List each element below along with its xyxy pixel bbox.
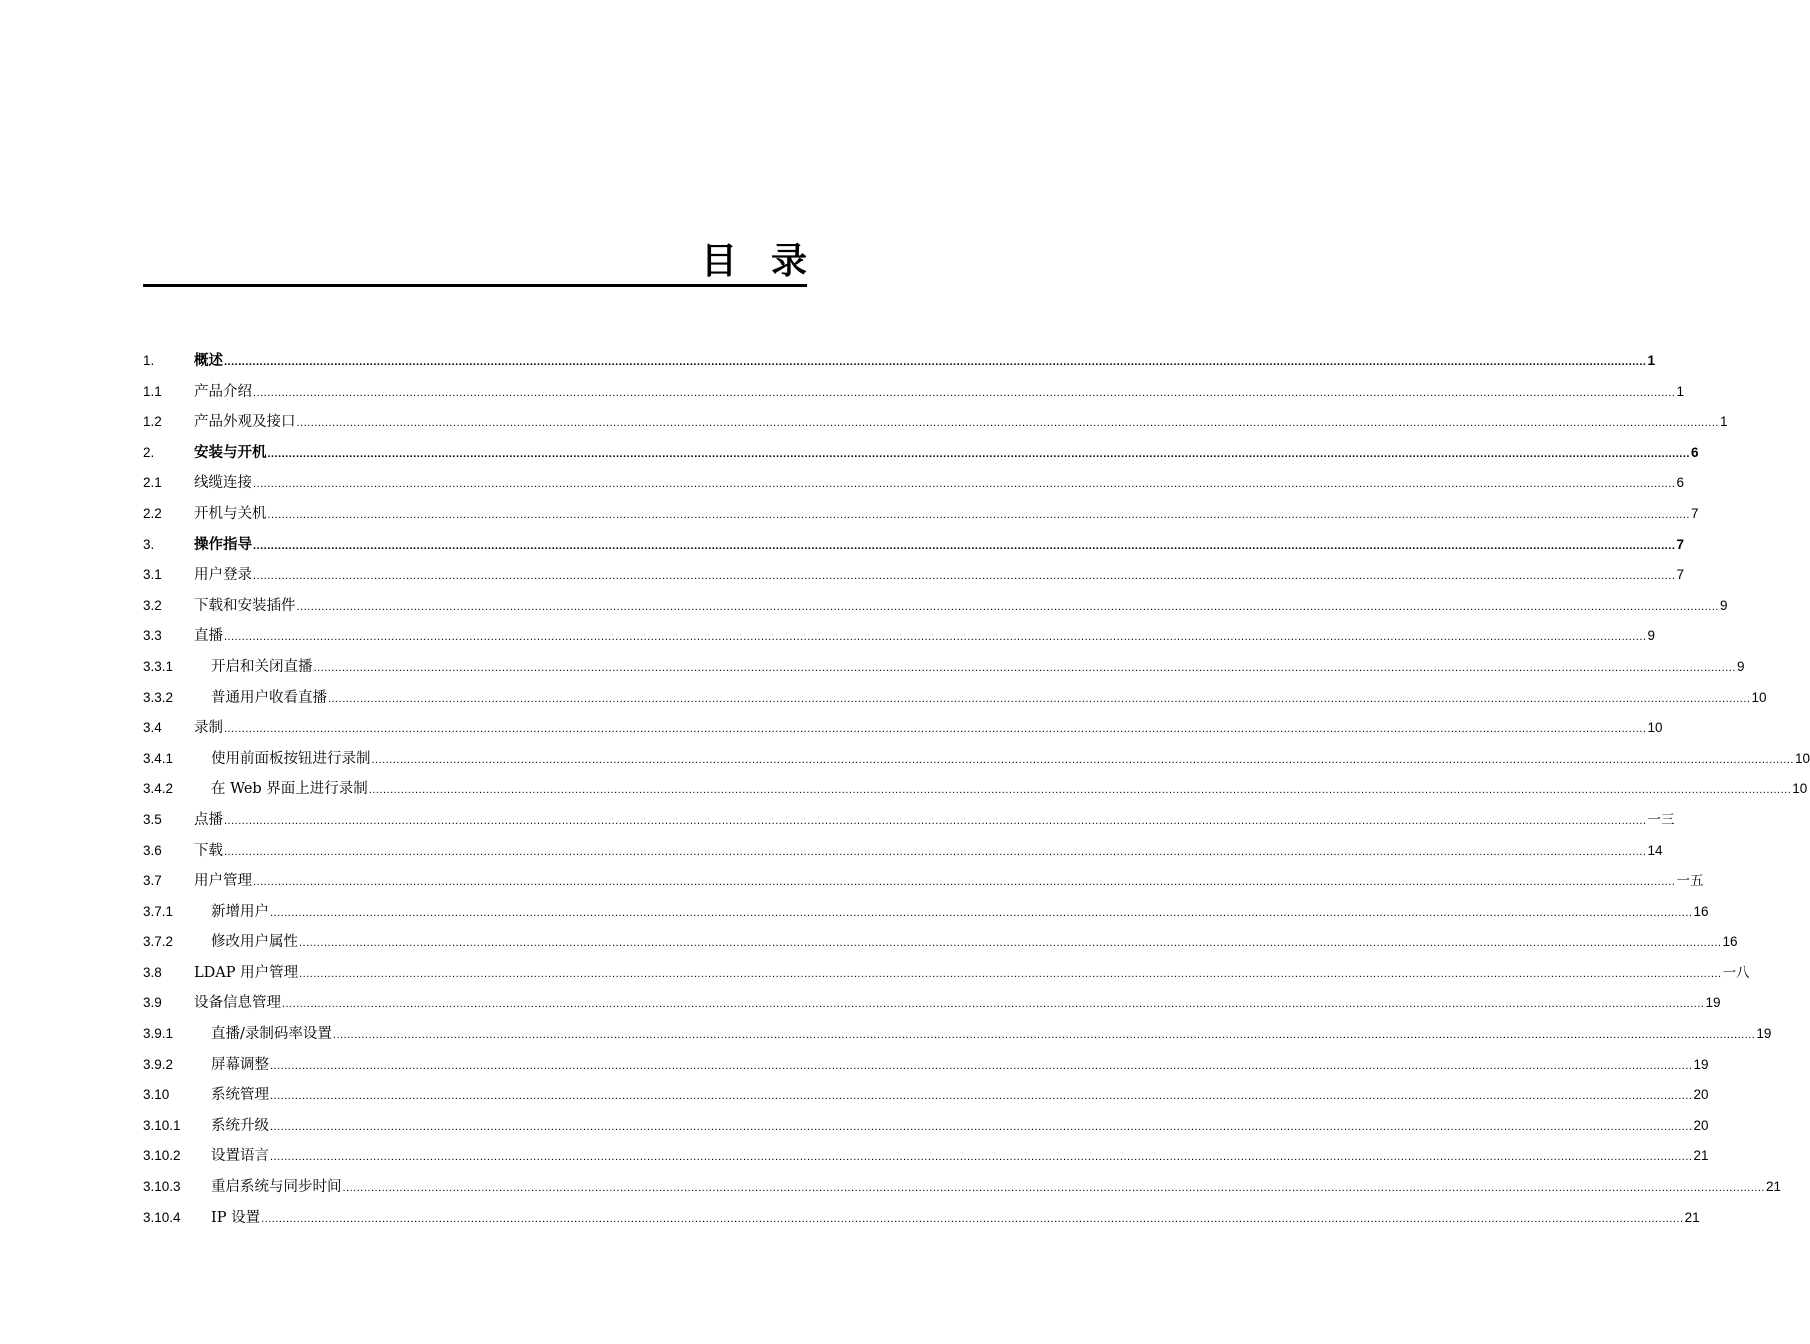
toc-entry[interactable] [143, 591, 1728, 622]
toc-entry[interactable] [143, 377, 1684, 408]
toc-entry-number: 3.6 [143, 842, 162, 858]
toc-entry-page: 1 [1719, 414, 1728, 430]
toc-entry[interactable] [143, 346, 1655, 377]
toc-entry-page: 7 [1676, 567, 1684, 583]
toc-entry-page: 20 [1693, 1117, 1709, 1133]
toc-entry-number: 3.3 [143, 628, 162, 644]
toc-entry[interactable] [143, 1203, 1700, 1234]
toc-entry[interactable] [143, 866, 1704, 897]
toc-entry-page: 19 [1756, 1026, 1772, 1042]
toc-entry-page: 9 [1719, 597, 1728, 613]
toc-entry-page: 1 [1676, 383, 1684, 399]
toc-entry-title: 直播/录制码率设置 [211, 1026, 332, 1043]
toc-entry-title: 用户登录 [194, 567, 252, 584]
table-of-contents [143, 346, 1810, 1233]
toc-entry-number: 3.3.1 [143, 658, 174, 674]
toc-entry-number: 1.1 [143, 383, 162, 399]
toc-leader-dots: ................................................................................................................................................................................................................................................................................................................................................................................................................ [224, 845, 1647, 858]
toc-leader-dots: ................................................................................................................................................................................................................................................................................................................................................................................................................ [224, 723, 1647, 736]
toc-entry-title: 系统管理 [211, 1087, 269, 1104]
toc-entry[interactable] [143, 1050, 1709, 1081]
toc-leader-dots: ................................................................................................................................................................................................................................................................................................................................................................................................................ [328, 692, 1751, 705]
toc-entry-number: 3.7.1 [143, 903, 174, 919]
toc-leader-dots: ................................................................................................................................................................................................................................................................................................................................................................................................................ [282, 998, 1705, 1011]
toc-leader-dots: ................................................................................................................................................................................................................................................................................................................................................................................................................ [267, 447, 1690, 460]
toc-entry[interactable] [143, 897, 1709, 928]
toc-entry-number: 3.10.1 [143, 1117, 181, 1133]
toc-entry[interactable] [143, 530, 1684, 561]
title-char-2: 录 [770, 241, 807, 282]
toc-entry-title: 普通用户收看直播 [211, 689, 327, 706]
toc-entry-number: 3.9.2 [143, 1056, 174, 1072]
toc-leader-dots: ................................................................................................................................................................................................................................................................................................................................................................................................................ [332, 1029, 1756, 1042]
toc-entry-number: 3.4 [143, 720, 162, 736]
toc-leader-dots: ................................................................................................................................................................................................................................................................................................................................................................................................................ [270, 1151, 1693, 1164]
toc-entry-title: 重启系统与同步时间 [211, 1179, 342, 1196]
toc-entry-page: 19 [1693, 1056, 1709, 1072]
toc-entry-page: 9 [1647, 628, 1655, 644]
toc-entry-page: 10 [1792, 781, 1808, 797]
toc-entry[interactable] [143, 1172, 1781, 1203]
toc-leader-dots: ................................................................................................................................................................................................................................................................................................................................................................................................................ [253, 478, 1676, 491]
toc-entry-page: 14 [1647, 842, 1663, 858]
toc-leader-dots: ................................................................................................................................................................................................................................................................................................................................................................................................................ [296, 600, 1719, 613]
toc-entry-number: 3.5 [143, 811, 162, 827]
toc-entry-number: 3.1 [143, 567, 162, 583]
toc-entry-title: 设置语言 [211, 1148, 269, 1165]
toc-entry-title: 下载和安装插件 [194, 597, 296, 614]
toc-entry[interactable] [143, 744, 1810, 775]
toc-entry-title: 用户管理 [194, 873, 252, 890]
toc-entry[interactable] [143, 805, 1675, 836]
toc-entry-number: 3.10 [143, 1087, 170, 1103]
toc-entry-page: 19 [1705, 995, 1721, 1011]
toc-leader-dots: ................................................................................................................................................................................................................................................................................................................................................................................................................ [253, 539, 1676, 552]
toc-entry-page: 一三 [1647, 811, 1675, 827]
toc-entry-title: 点播 [194, 811, 223, 828]
toc-entry-page: 6 [1676, 475, 1684, 491]
toc-entry-title: 新增用户 [211, 903, 269, 920]
toc-entry[interactable] [143, 560, 1684, 591]
toc-entry-number: 3.4.1 [143, 750, 174, 766]
toc-entry-number: 1. [143, 353, 155, 368]
toc-entry-page: 16 [1722, 934, 1738, 950]
toc-entry-number: 2.2 [143, 505, 162, 521]
toc-entry-number: 3.7.2 [143, 934, 174, 950]
toc-entry-page: 6 [1690, 444, 1699, 460]
title-char-1: 目 [700, 241, 737, 282]
toc-leader-dots: ................................................................................................................................................................................................................................................................................................................................................................................................................ [224, 814, 1647, 827]
toc-leader-dots: ................................................................................................................................................................................................................................................................................................................................................................................................................ [296, 417, 1719, 430]
toc-entry-title: IP 设置 [211, 1209, 261, 1226]
title-underline [143, 284, 807, 287]
toc-entry-page: 9 [1736, 658, 1745, 674]
toc-entry-page: 20 [1693, 1087, 1709, 1103]
toc-entry-page: 21 [1693, 1148, 1709, 1164]
toc-entry-number: 2. [143, 444, 155, 460]
toc-leader-dots: ................................................................................................................................................................................................................................................................................................................................................................................................................ [368, 784, 1792, 797]
toc-entry-number: 3.9 [143, 995, 162, 1011]
toc-entry-number: 3.8 [143, 964, 162, 980]
toc-entry-page: 10 [1794, 750, 1810, 766]
toc-entry[interactable] [143, 1141, 1709, 1172]
toc-entry-page: 10 [1751, 689, 1767, 705]
toc-entry-number: 3.9.1 [143, 1026, 174, 1042]
toc-entry-page: 16 [1693, 903, 1709, 919]
toc-entry[interactable] [143, 621, 1655, 652]
toc-entry[interactable] [143, 958, 1750, 989]
toc-entry-title: LDAP 用户管理 [194, 964, 299, 981]
toc-entry-page: 1 [1647, 353, 1655, 368]
toc-leader-dots: ................................................................................................................................................................................................................................................................................................................................................................................................................ [270, 1120, 1693, 1133]
toc-leader-dots: ................................................................................................................................................................................................................................................................................................................................................................................................................ [267, 508, 1690, 521]
toc-entry-title: 屏幕调整 [211, 1056, 269, 1073]
toc-leader-dots: ................................................................................................................................................................................................................................................................................................................................................................................................................ [342, 1182, 1765, 1195]
toc-entry-number: 3.10.3 [143, 1179, 181, 1195]
toc-entry[interactable] [143, 652, 1745, 683]
toc-entry-title: 线缆连接 [194, 475, 252, 492]
toc-leader-dots: ................................................................................................................................................................................................................................................................................................................................................................................................................ [224, 356, 1647, 368]
toc-entry-number: 1.2 [143, 414, 162, 430]
page-title [143, 240, 807, 284]
toc-entry-page: 一八 [1722, 964, 1750, 980]
toc-entry-number: 3.4.2 [143, 781, 174, 797]
toc-entry-title: 系统升级 [211, 1117, 269, 1134]
toc-leader-dots: ................................................................................................................................................................................................................................................................................................................................................................................................................ [270, 1090, 1693, 1103]
toc-entry-page: 10 [1647, 720, 1663, 736]
toc-entry-title: 产品介绍 [194, 383, 252, 400]
toc-leader-dots: ................................................................................................................................................................................................................................................................................................................................................................................................................ [253, 570, 1676, 583]
toc-leader-dots: ................................................................................................................................................................................................................................................................................................................................................................................................................ [371, 753, 1794, 766]
toc-entry[interactable] [143, 1111, 1709, 1142]
toc-entry-page: 一五 [1676, 873, 1704, 889]
toc-entry-title: 在 Web 界面上进行录制 [211, 781, 368, 798]
toc-entry-title: 操作指导 [194, 535, 252, 553]
toc-entry-number: 3.7 [143, 873, 162, 889]
toc-leader-dots: ................................................................................................................................................................................................................................................................................................................................................................................................................ [313, 661, 1736, 674]
toc-entry[interactable] [143, 927, 1738, 958]
toc-entry-page: 21 [1684, 1209, 1700, 1225]
toc-entry[interactable] [143, 1019, 1772, 1050]
toc-entry-page: 7 [1676, 536, 1684, 552]
toc-entry-title: 修改用户属性 [211, 934, 298, 951]
toc-leader-dots: ................................................................................................................................................................................................................................................................................................................................................................................................................ [270, 1059, 1693, 1072]
toc-leader-dots: ................................................................................................................................................................................................................................................................................................................................................................................................................ [261, 1212, 1684, 1225]
toc-entry[interactable] [143, 499, 1699, 530]
toc-entry-title: 开启和关闭直播 [211, 658, 313, 675]
toc-entry[interactable] [143, 407, 1728, 438]
toc-entry[interactable] [143, 988, 1721, 1019]
toc-entry-title: 安装与开机 [194, 443, 267, 461]
toc-leader-dots: ................................................................................................................................................................................................................................................................................................................................................................................................................ [299, 937, 1722, 950]
toc-entry-page: 7 [1690, 505, 1699, 521]
toc-leader-dots: ................................................................................................................................................................................................................................................................................................................................................................................................................ [253, 876, 1676, 889]
toc-entry-number: 3.10.2 [143, 1148, 181, 1164]
toc-entry-number: 3.3.2 [143, 689, 174, 705]
toc-entry[interactable] [143, 438, 1699, 469]
toc-entry-title: 概述 [194, 352, 223, 369]
toc-leader-dots: ................................................................................................................................................................................................................................................................................................................................................................................................................ [270, 906, 1693, 919]
toc-entry-number: 3.10.4 [143, 1209, 181, 1225]
toc-entry-title: 使用前面板按钮进行录制 [211, 750, 371, 767]
toc-entry-title: 设备信息管理 [194, 995, 281, 1012]
toc-entry[interactable] [143, 468, 1684, 499]
toc-entry-title: 开机与关机 [194, 505, 267, 522]
toc-entry[interactable] [143, 836, 1663, 867]
toc-entry-title: 下载 [194, 842, 223, 859]
toc-entry[interactable] [143, 713, 1663, 744]
toc-entry-number: 2.1 [143, 475, 162, 491]
toc-entry-title: 直播 [194, 628, 223, 645]
toc-entry[interactable] [143, 774, 1808, 805]
toc-entry-page: 21 [1765, 1179, 1781, 1195]
toc-leader-dots: ................................................................................................................................................................................................................................................................................................................................................................................................................ [224, 631, 1647, 644]
toc-entry[interactable] [143, 683, 1767, 714]
toc-entry[interactable] [143, 1080, 1709, 1111]
toc-leader-dots: ................................................................................................................................................................................................................................................................................................................................................................................................................ [253, 386, 1676, 399]
toc-leader-dots: ................................................................................................................................................................................................................................................................................................................................................................................................................ [299, 967, 1722, 980]
toc-entry-number: 3. [143, 536, 155, 552]
toc-entry-number: 3.2 [143, 597, 162, 613]
toc-entry-title: 录制 [194, 720, 223, 737]
toc-entry-title: 产品外观及接口 [194, 414, 296, 431]
